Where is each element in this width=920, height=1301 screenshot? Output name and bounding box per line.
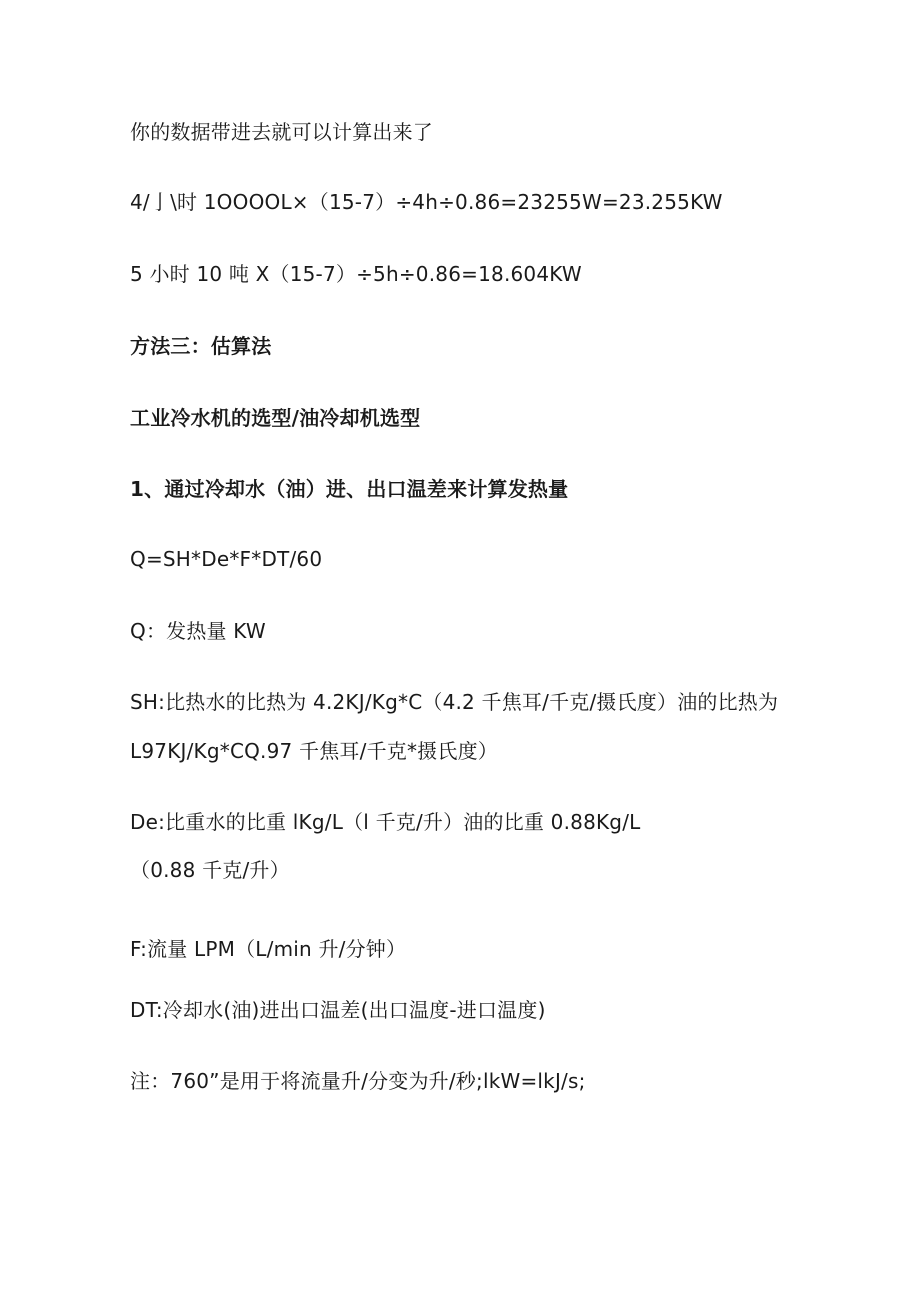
method-three-heading: 方法三：估算法 bbox=[130, 334, 272, 358]
definition-q: Q：发热量 KW bbox=[130, 619, 266, 643]
definition-dt: DT:冷却水(油)进出口温差(出口温度-进口温度) bbox=[130, 998, 546, 1022]
calculation-example-1: 4/亅\时 1OOOOL×（15-7）÷4h÷0.86=23255W=23.255KW bbox=[130, 190, 723, 214]
formula-line: Q=SH*De*F*DT/60 bbox=[130, 547, 323, 571]
definition-de-continued: （0.88 千克/升） bbox=[130, 858, 290, 882]
intro-line: 你的数据带进去就可以计算出来了 bbox=[130, 120, 433, 144]
definition-de: De:比重水的比重 lKg/L（l 千克/升）油的比重 0.88Kg/L bbox=[130, 810, 641, 834]
definition-sh-continued: L97KJ/Kg*CQ.97 千焦耳/千克*摄氏度） bbox=[130, 739, 498, 763]
note-line: 注：760”是用于将流量升/分变为升/秒;lkW=lkJ/s; bbox=[130, 1069, 586, 1093]
calculation-example-2: 5 小时 10 吨 X（15-7）÷5h÷0.86=18.604KW bbox=[130, 262, 582, 286]
selection-heading: 工业冷水机的选型/油冷却机选型 bbox=[130, 406, 421, 430]
definition-f: F:流量 LPM（L/min 升/分钟） bbox=[130, 937, 407, 961]
step-one-heading: 1、通过冷却水（油）进、出口温差来计算发热量 bbox=[130, 477, 569, 501]
definition-sh: SH:比热水的比热为 4.2KJ/Kg*C（4.2 千焦耳/千克/摄氏度）油的比热为 bbox=[130, 690, 779, 714]
